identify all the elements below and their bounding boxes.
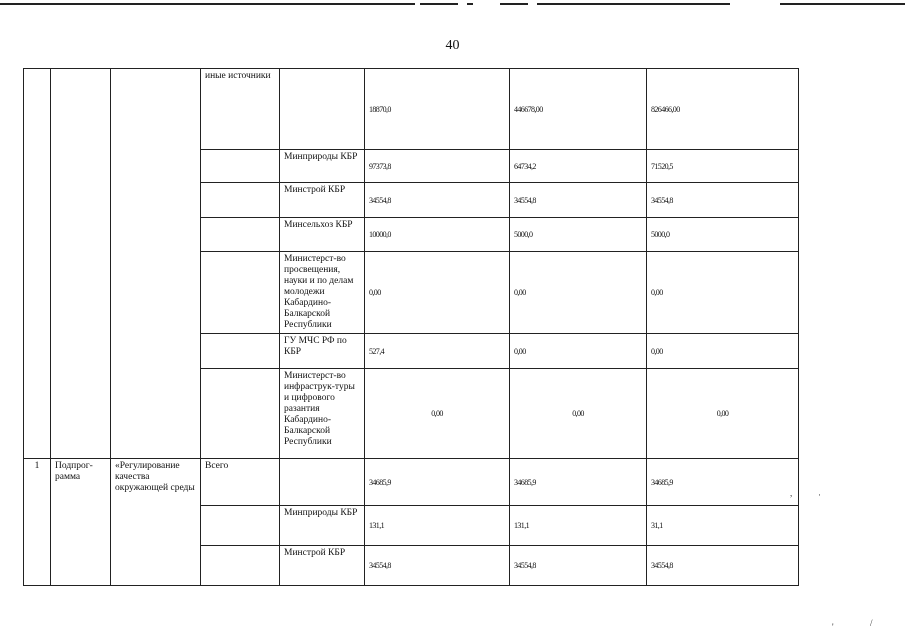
- budget-table: [23, 68, 799, 586]
- table-row: [24, 218, 799, 252]
- cell-source: [201, 546, 280, 586]
- cell-org: Минприроды КБР: [280, 150, 365, 183]
- cell-value-1: 34554,8: [365, 183, 510, 218]
- scan-speck: ,: [790, 488, 793, 498]
- cell-org: Министерст-во просвещения, науки и по делам молодежи Кабардино-Балкарской Республики: [280, 252, 365, 334]
- page-number: 40: [445, 38, 460, 53]
- cell-org: ГУ МЧС РФ по КБР: [280, 334, 365, 369]
- cell-value-2: 446678,00: [510, 69, 647, 150]
- table-row: [24, 183, 799, 218]
- cell-value-1: 0,00: [365, 369, 510, 459]
- table-row: [24, 252, 799, 334]
- cell-num: [24, 69, 51, 150]
- table-row: [24, 69, 799, 150]
- cell-source: [201, 218, 280, 252]
- cell-value-2: 0,00: [510, 369, 647, 459]
- cell-name: [111, 69, 201, 150]
- scan-speck: ': [832, 622, 834, 632]
- scan-speck: /: [870, 618, 873, 628]
- cell-source: [201, 252, 280, 334]
- cell-source: [201, 369, 280, 459]
- cell-value-2: 34554,8: [510, 546, 647, 586]
- cell-source: [201, 150, 280, 183]
- cell-source: [201, 334, 280, 369]
- cell-org: Минстрой КБР: [280, 546, 365, 586]
- cell-value-3: 826466,00: [647, 69, 799, 150]
- cell-source: [201, 183, 280, 218]
- cell-value-2: 0,00: [510, 334, 647, 369]
- top-rule-5: [537, 3, 730, 5]
- cell-value-3: 34685,9: [647, 459, 799, 506]
- cell-value-1: 0,00: [365, 252, 510, 334]
- cell-org: Минприроды КБР: [280, 506, 365, 546]
- table-row: [24, 459, 799, 506]
- cell-value-1: 34685,9: [365, 459, 510, 506]
- top-rule-2: [420, 3, 458, 5]
- cell-value-1: 131,1: [365, 506, 510, 546]
- cell-source: [201, 506, 280, 546]
- cell-value-1: 527,4: [365, 334, 510, 369]
- subprogram-number: 1: [24, 459, 51, 506]
- cell-value-3: 34554,8: [647, 546, 799, 586]
- cell-value-2: 5000,0: [510, 218, 647, 252]
- cell-value-3: 71520,5: [647, 150, 799, 183]
- cell-value-1: 10000,0: [365, 218, 510, 252]
- cell-value-3: 34554,8: [647, 183, 799, 218]
- subprogram-type: Подпрог-рамма: [51, 459, 111, 506]
- cell-org: Минстрой КБР: [280, 183, 365, 218]
- cell-org: Минсельхоз КБР: [280, 218, 365, 252]
- cell-type: [51, 69, 111, 150]
- cell-value-2: 34685,9: [510, 459, 647, 506]
- table-row: [24, 334, 799, 369]
- cell-value-3: 0,00: [647, 369, 799, 459]
- cell-org: [280, 69, 365, 150]
- subprogram-name: «Регулирование качества окружающей среды: [111, 459, 201, 506]
- cell-value-1: 34554,8: [365, 546, 510, 586]
- cell-value-3: 31,1: [647, 506, 799, 546]
- table-row: [24, 369, 799, 459]
- cell-value-3: 5000,0: [647, 218, 799, 252]
- cell-value-1: 97373,8: [365, 150, 510, 183]
- cell-value-2: 0,00: [510, 252, 647, 334]
- top-rule-1: [0, 3, 415, 5]
- cell-value-2: 131,1: [510, 506, 647, 546]
- cell-value-2: 34554,8: [510, 183, 647, 218]
- table-row: [24, 546, 799, 586]
- scan-speck: ·: [818, 490, 821, 500]
- table-row: [24, 506, 799, 546]
- cell-value-1: 18870,0: [365, 69, 510, 150]
- top-rule-3: [467, 3, 473, 5]
- cell-org: [280, 459, 365, 506]
- cell-source: Всего: [201, 459, 280, 506]
- cell-source: иные источники: [201, 69, 280, 150]
- cell-value-3: 0,00: [647, 334, 799, 369]
- cell-value-3: 0,00: [647, 252, 799, 334]
- top-rule-6: [780, 3, 905, 5]
- cell-org: Министерст-во инфраструк-туры и цифрового разантия Кабардино-Балкарской Республики: [280, 369, 365, 459]
- top-rule-4: [500, 3, 528, 5]
- table-row: [24, 150, 799, 183]
- cell-value-2: 64734,2: [510, 150, 647, 183]
